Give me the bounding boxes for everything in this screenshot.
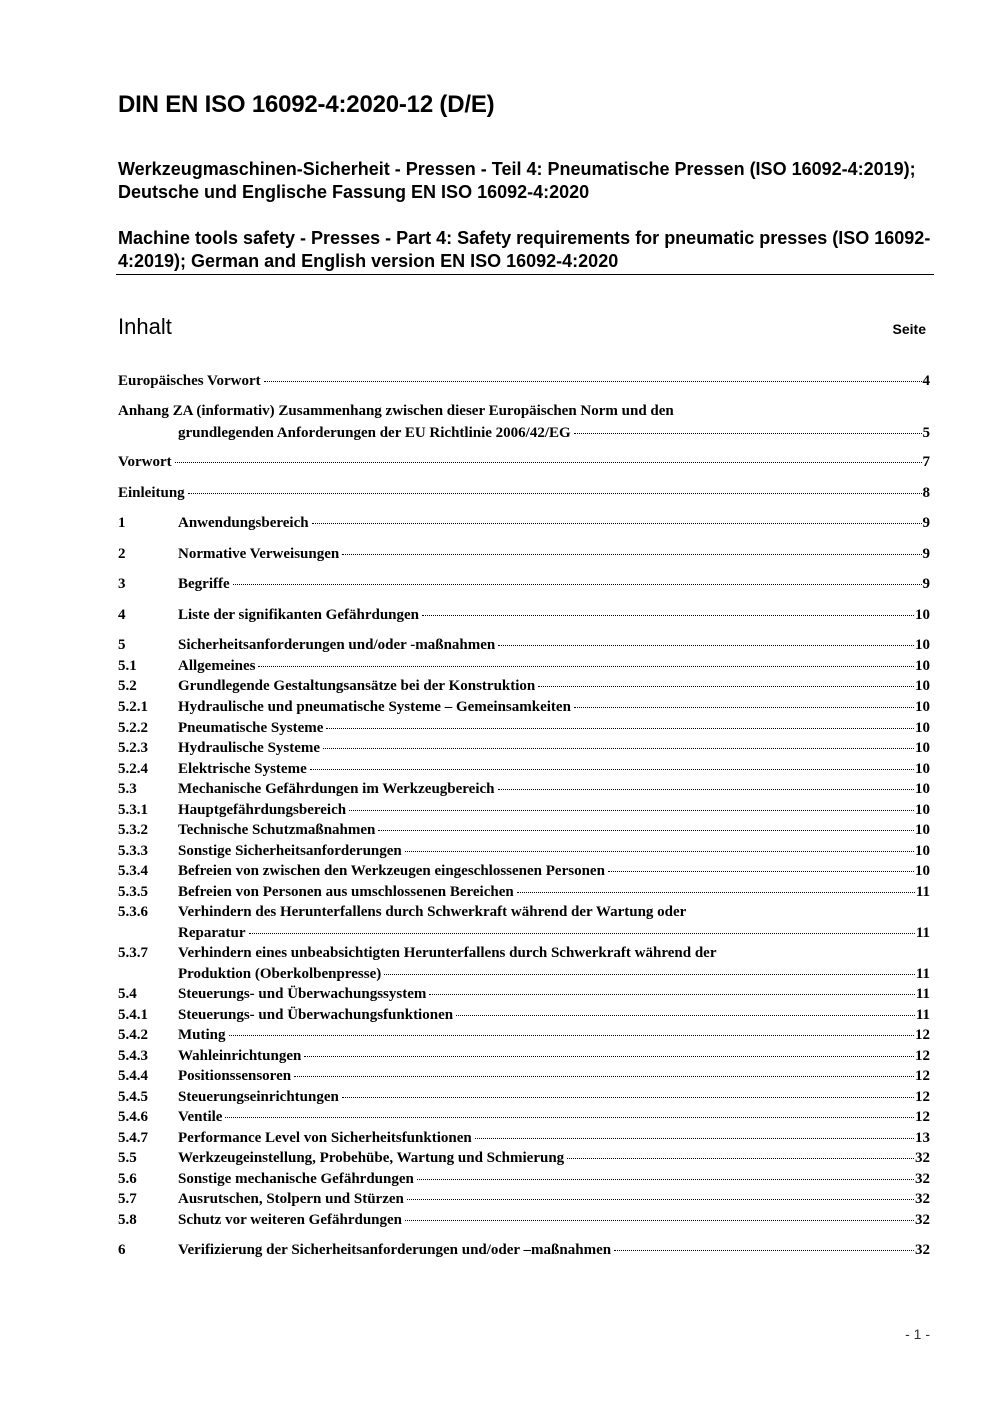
toc-section-number [118,544,178,564]
toc-page-number: 12 [915,1048,930,1064]
toc-dot-leader [326,727,914,729]
toc-entry-line [118,483,930,503]
toc-page-number: 11 [915,925,930,941]
toc-entry[interactable] [178,923,930,943]
toc-number-text: 5.2.2 [118,720,148,736]
toc-page-number: 11 [915,884,930,900]
toc-number-text: 6 [118,1242,126,1258]
toc-number-text: 5.4.4 [118,1068,148,1084]
subtitle-english: Machine tools safety - Presses - Part 4: Safety requirements for pneumatic presses (ISO 16092-4:2019); German and English version EN ISO 16092-4:2020 [118,228,931,271]
toc-page-number: 10 [915,699,930,715]
toc-entry[interactable] [118,483,930,503]
toc-entry-title: Sonstige Sicherheitsanforderungen [178,843,402,859]
toc-dot-leader [258,665,914,667]
toc-section-number [118,718,178,738]
toc-page-number: 11 [915,966,930,982]
toc-entry[interactable] [178,820,930,840]
toc-entry[interactable] [178,1189,930,1209]
toc-section-number [118,759,178,779]
toc-page-number: 32 [915,1242,930,1258]
toc-entry-title: Steuerungs- und Überwachungssystem [178,986,427,1002]
toc-entry-line [178,718,930,738]
toc-entry-title: Verifizierung der Sicherheitsanforderungen und/oder –maßnahmen [178,1242,612,1258]
toc-entry-title: Allgemeines [178,658,256,674]
toc-entry-title: Befreien von zwischen den Werkzeugen eingeschlossenen Personen [178,863,605,879]
toc-entry-title: Wahleinrichtungen [178,1048,302,1064]
toc-entry-title: Sonstige mechanische Gefährdungen [178,1171,414,1187]
toc-dot-leader [384,973,915,975]
toc-page-number: 32 [915,1171,930,1187]
toc-number-text: 5.2 [118,678,137,694]
toc-entry-line [178,574,930,594]
toc-number-text: 5.4.3 [118,1048,148,1064]
toc-section-number [118,574,178,594]
toc-number-text: 5.3.6 [118,904,148,920]
toc-section-number [118,1128,178,1148]
toc-page-number: 32 [915,1212,930,1228]
toc-entry[interactable] [178,423,930,443]
toc-section-number [118,1066,178,1086]
toc-entry-title: Einleitung [118,485,185,501]
toc-dot-leader [349,809,914,811]
toc-section-number [118,1046,178,1066]
toc-entry[interactable] [178,1025,930,1045]
toc-entry[interactable] [178,1240,930,1260]
toc-entry-title: Sicherheitsanforderungen und/oder -maßnahmen [178,637,496,653]
toc-entry-title: Produktion (Oberkolbenpresse) [178,966,382,982]
toc-entry[interactable] [178,1169,930,1189]
toc-page-number: 9 [922,515,930,531]
toc-number-text: 5.3.2 [118,822,148,838]
toc-entry[interactable] [178,759,930,779]
toc-dot-leader [456,1014,915,1016]
toc-entry-line [178,861,930,881]
toc-entry[interactable] [178,544,930,564]
toc-dot-leader [574,432,922,434]
toc-entry[interactable] [178,984,930,1004]
toc-page-number: 32 [915,1150,930,1166]
toc-entry-title: Hauptgefährdungsbereich [178,802,347,818]
toc-entry[interactable] [178,1210,930,1230]
page-column-heading: Seite [892,321,926,337]
toc-entry[interactable] [118,452,930,472]
toc-section-number [118,1169,178,1189]
toc-entry-line [178,1005,930,1025]
toc-entry-line [178,656,930,676]
toc-entry[interactable] [178,800,930,820]
toc-number-text: 5.2.3 [118,740,148,756]
toc-entry[interactable] [178,841,930,861]
toc-page-number: 12 [915,1089,930,1105]
toc-section-number [118,800,178,820]
toc-page-number: 10 [915,822,930,838]
toc-page-number: 7 [922,454,930,470]
toc-number-text: 5.3 [118,781,137,797]
toc-number-text: 5.3.1 [118,802,148,818]
toc-entry-title: Anwendungsbereich [178,515,309,531]
toc-entry[interactable] [178,1005,930,1025]
toc-number-text: 5.4.7 [118,1130,148,1146]
toc-entry-title: Europäisches Vorwort [118,373,261,389]
toc-number-text: 5 [118,637,126,653]
toc-entry-line [178,779,930,799]
toc-entry[interactable] [178,676,930,696]
toc-number-text: 4 [118,607,126,623]
toc-entry-line [178,635,930,655]
subtitle-german: Werkzeugmaschinen-Sicherheit - Pressen - Teil 4: Pneumatische Pressen (ISO 16092-4:2019); Deutsche und Englische Fassung EN ISO 16092-4:2020 [118,159,916,202]
toc-page-number: 32 [915,1191,930,1207]
toc-page-number: 10 [915,802,930,818]
toc-entry-line [178,676,930,696]
toc-dot-leader [294,1075,914,1077]
toc-entry-title: Normative Verweisungen [178,546,340,562]
toc-entry-line [178,1087,930,1107]
toc-dot-leader [608,870,914,872]
toc-page-number: 10 [915,607,930,623]
toc-section-number [118,779,178,799]
toc-dot-leader [422,614,914,616]
toc-entry-title: Positionssensoren [178,1068,292,1084]
toc-number-text: 5.3.4 [118,863,148,879]
toc-entry-line [178,1240,930,1260]
toc-entry-line [178,1169,930,1189]
toc-entry-line [178,800,930,820]
toc-entry-line [178,423,930,443]
toc-entry[interactable] [178,1046,930,1066]
toc-page-number: 9 [922,546,930,562]
toc-entry-title: Liste der signifikanten Gefährdungen [178,607,420,623]
toc-entry-first-line-text: Anhang ZA (informativ) Zusammenhang zwischen dieser Europäischen Norm und den [118,403,674,419]
toc-entry-first-line [178,943,930,963]
toc-section-number [118,861,178,881]
toc-section-number [118,676,178,696]
toc-entry-title: Werkzeugeinstellung, Probehübe, Wartung und Schmierung [178,1150,565,1166]
toc-dot-leader [498,644,914,646]
toc-dot-leader [225,1116,914,1118]
toc-dot-leader [567,1157,914,1159]
toc-dot-leader [407,1198,914,1200]
toc-number-text: 5.8 [118,1212,137,1228]
toc-dot-leader [417,1178,914,1180]
toc-page-number: 10 [915,843,930,859]
toc-number-text: 5.7 [118,1191,137,1207]
toc-number-text: 3 [118,576,126,592]
toc-entry-line [178,1107,930,1127]
toc-entry-title: Hydraulische Systeme [178,740,321,756]
toc-entry-line [178,759,930,779]
toc-page-number: 5 [922,425,930,441]
toc-entry-title: Pneumatische Systeme [178,720,324,736]
toc-entry[interactable] [178,882,930,902]
toc-number-text: 5.2.4 [118,761,148,777]
toc-dot-leader [323,747,914,749]
toc-entry-title: Reparatur [178,925,246,941]
toc-entry[interactable] [178,605,930,625]
toc-number-text: 1 [118,515,126,531]
toc-page-number: 10 [915,863,930,879]
toc-entry-first-line [178,902,930,922]
toc-section-number [118,513,178,533]
toc-section-number [118,882,178,902]
toc-number-text: 5.5 [118,1150,137,1166]
toc-dot-leader [249,932,915,934]
toc-section-number [118,1087,178,1107]
toc-entry-line [178,841,930,861]
toc-entry-title: Muting [178,1027,226,1043]
page-number: - 1 - [905,1326,930,1342]
toc-page-number: 10 [915,761,930,777]
toc-entry-first-line-text: Verhindern eines unbeabsichtigten Herunterfallens durch Schwerkraft während der [178,945,717,961]
toc-dot-leader [538,685,914,687]
toc-entry-line [178,1046,930,1066]
toc-page-number: 10 [915,637,930,653]
toc-section-number [118,605,178,625]
toc-dot-leader [475,1137,914,1139]
toc-entry-title: Mechanische Gefährdungen im Werkzeugbereich [178,781,495,797]
toc-section-number [118,1025,178,1045]
document-title: DIN EN ISO 16092-4:2020-12 (D/E) [118,91,495,118]
toc-dot-leader [312,522,922,524]
toc-entry-line [178,1148,930,1168]
toc-number-text: 5.4 [118,986,137,1002]
toc-number-text: 5.3.7 [118,945,148,961]
toc-dot-leader [342,553,921,555]
toc-section-number [118,1189,178,1209]
toc-section-number [118,1210,178,1230]
toc-entry-title: Begriffe [178,576,230,592]
toc-entry-title: Hydraulische und pneumatische Systeme – Gemeinsamkeiten [178,699,571,715]
toc-dot-leader [378,829,914,831]
toc-section-number [118,902,178,922]
toc-dot-leader [498,788,914,790]
toc-entry-line [178,1025,930,1045]
toc-section-number [118,943,178,963]
toc-entry[interactable] [178,738,930,758]
toc-number-text: 5.4.6 [118,1109,148,1125]
toc-entry-line [178,984,930,1004]
toc-page-number: 12 [915,1068,930,1084]
toc-entry-line [178,513,930,533]
toc-section-number [118,820,178,840]
toc-section-number [118,841,178,861]
toc-page-number: 10 [915,720,930,736]
toc-entry-title: Technische Schutzmaßnahmen [178,822,376,838]
toc-entry[interactable] [178,964,930,984]
toc-entry[interactable] [178,697,930,717]
toc-entry-line [178,1210,930,1230]
toc-entry-line [178,1066,930,1086]
toc-page-number: 10 [915,781,930,797]
toc-dot-leader [574,706,914,708]
toc-section-number [118,984,178,1004]
toc-section-number [118,635,178,655]
toc-page-number: 10 [915,740,930,756]
toc-entry-title: Elektrische Systeme [178,761,307,777]
toc-entry-line [178,697,930,717]
toc-entry[interactable] [118,371,930,391]
toc-page-number: 12 [915,1027,930,1043]
toc-entry-line [178,1189,930,1209]
toc-dot-leader [517,891,915,893]
toc-number-text: 5.4.2 [118,1027,148,1043]
toc-page-number: 13 [915,1130,930,1146]
toc-entry-line [178,820,930,840]
toc-dot-leader [233,583,922,585]
toc-entry-title: Ventile [178,1109,223,1125]
toc-section-number [118,738,178,758]
toc-number-text: 5.4.1 [118,1007,148,1023]
toc-number-text: 2 [118,546,126,562]
toc-entry-title: Steuerungs- und Überwachungsfunktionen [178,1007,454,1023]
toc-dot-leader [614,1249,914,1251]
toc-entry-line [178,1128,930,1148]
toc-dot-leader [175,461,922,463]
toc-entry-title: Vorwort [118,454,172,470]
toc-section-number [118,1148,178,1168]
toc-entry-title: Grundlegende Gestaltungsansätze bei der Konstruktion [178,678,536,694]
toc-number-text: 5.1 [118,658,137,674]
toc-section-number [118,1107,178,1127]
toc-entry-title: grundlegenden Anforderungen der EU Richtlinie 2006/42/EG [178,425,571,441]
toc-entry[interactable] [178,718,930,738]
toc-dot-leader [304,1055,914,1057]
toc-entry[interactable] [178,779,930,799]
toc-entry-title: Befreien von Personen aus umschlossenen Bereichen [178,884,514,900]
table-of-contents [118,0,930,1403]
toc-dot-leader [188,492,922,494]
toc-page-number: 10 [915,678,930,694]
toc-entry[interactable] [178,1148,930,1168]
toc-page-number: 4 [922,373,930,389]
toc-page-number: 12 [915,1109,930,1125]
toc-entry-line [118,371,930,391]
toc-entry-line [178,544,930,564]
toc-entry[interactable] [178,1128,930,1148]
toc-section-number [118,697,178,717]
toc-number-text: 5.2.1 [118,699,148,715]
toc-number-text: 5.3.5 [118,884,148,900]
toc-entry-line [178,964,930,984]
toc-section-number [118,1240,178,1260]
toc-entry[interactable] [178,513,930,533]
toc-entry[interactable] [178,574,930,594]
toc-entry-first-line [118,401,930,421]
toc-entry[interactable] [178,861,930,881]
contents-heading: Inhalt [118,314,172,339]
toc-entry-line [178,882,930,902]
toc-entry[interactable] [178,635,930,655]
toc-number-text: 5.6 [118,1171,137,1187]
toc-entry[interactable] [178,1107,930,1127]
toc-page-number: 9 [922,576,930,592]
toc-entry-line [178,738,930,758]
toc-section-number [118,656,178,676]
toc-entry-title: Steuerungseinrichtungen [178,1089,339,1105]
toc-entry[interactable] [178,656,930,676]
toc-entry-line [118,452,930,472]
toc-entry-title: Ausrutschen, Stolpern und Stürzen [178,1191,404,1207]
toc-page-number: 10 [915,658,930,674]
toc-entry-line [178,605,930,625]
toc-entry[interactable] [178,1066,930,1086]
toc-number-text: 5.3.3 [118,843,148,859]
toc-entry-title: Performance Level von Sicherheitsfunktionen [178,1130,472,1146]
toc-section-number [118,1005,178,1025]
toc-dot-leader [429,993,914,995]
toc-entry-title: Schutz vor weiteren Gefährdungen [178,1212,403,1228]
toc-page-number: 11 [915,986,930,1002]
toc-number-text: 5.4.5 [118,1089,148,1105]
toc-page-number: 11 [915,1007,930,1023]
toc-dot-leader [405,1219,914,1221]
toc-entry[interactable] [178,1087,930,1107]
toc-entry-line [178,923,930,943]
toc-dot-leader [310,768,914,770]
toc-entry-first-line-text: Verhindern des Herunterfallens durch Schwerkraft während der Wartung oder [178,904,687,920]
toc-dot-leader [264,380,922,382]
toc-dot-leader [342,1096,914,1098]
toc-dot-leader [229,1034,914,1036]
toc-dot-leader [405,850,914,852]
toc-page-number: 8 [922,485,930,501]
